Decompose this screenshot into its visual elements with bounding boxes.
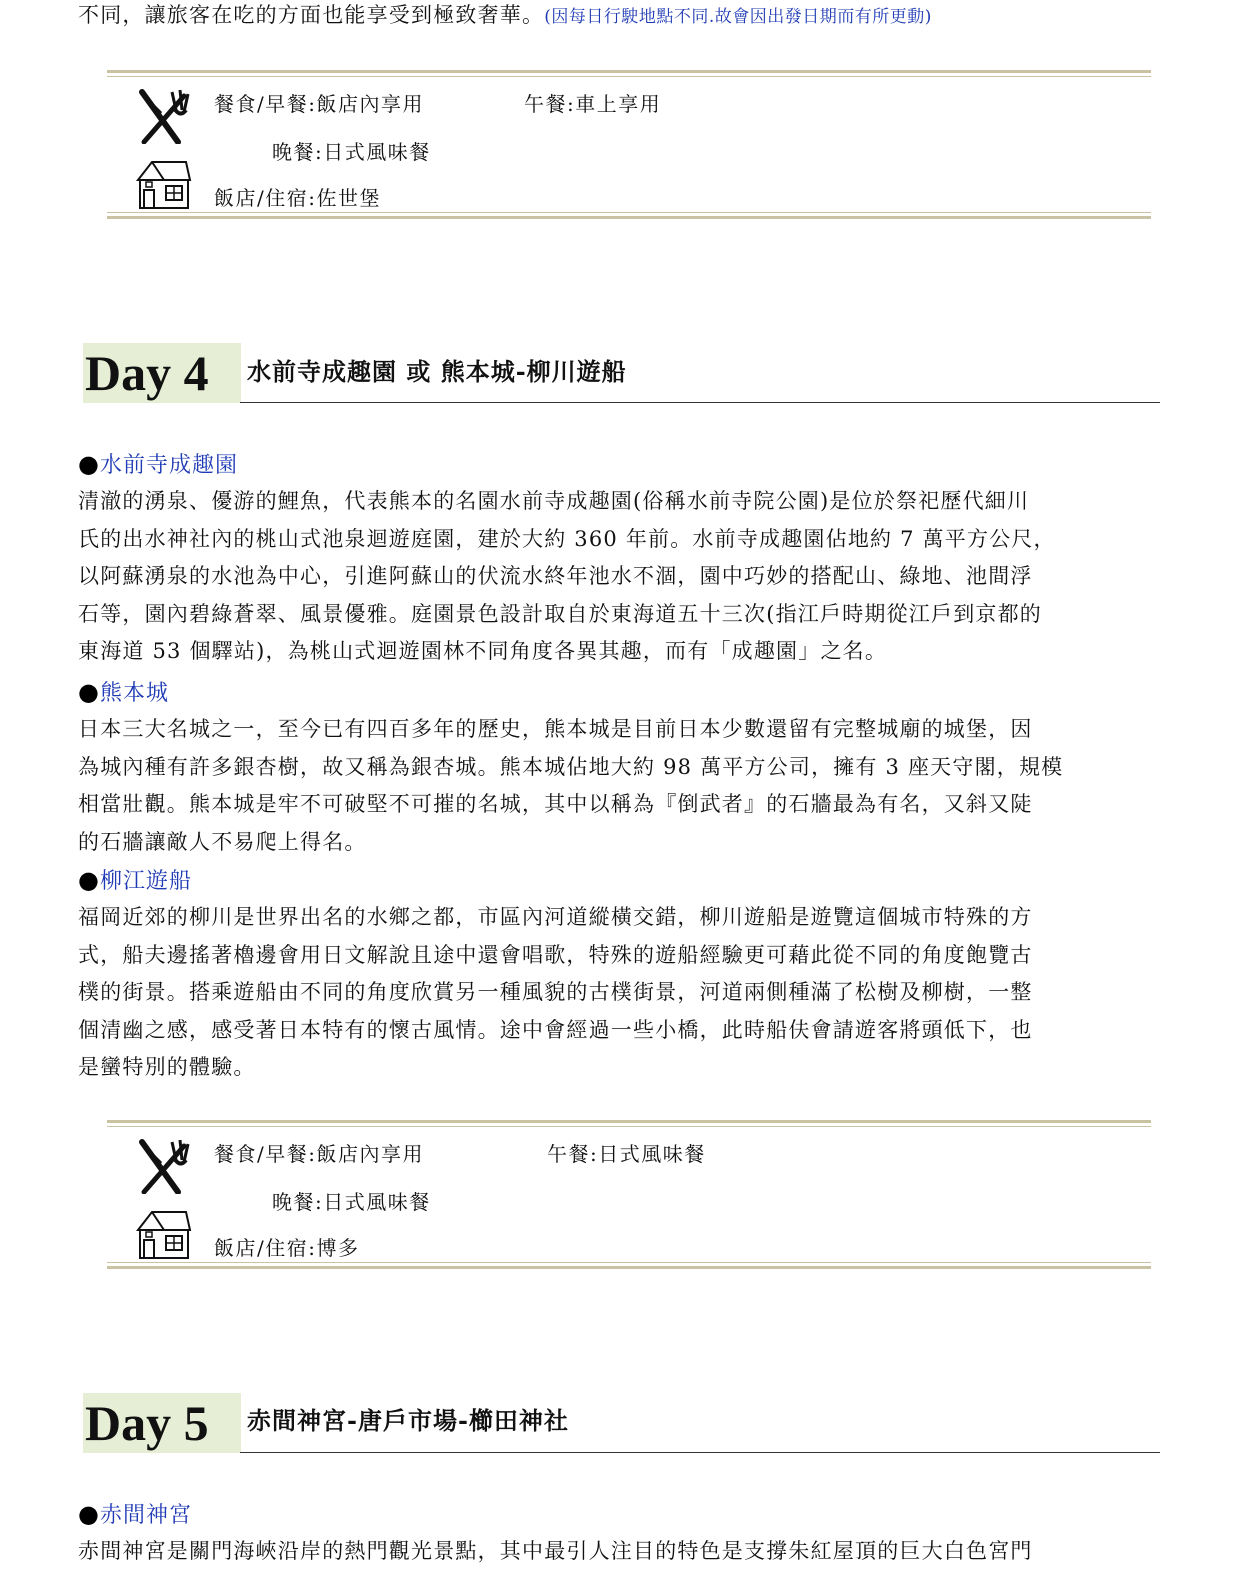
section-heading: ●水前寺成趣園 bbox=[78, 450, 238, 478]
day-title-rule bbox=[240, 402, 1160, 403]
day-label: Day 5 bbox=[85, 1395, 209, 1451]
day-label: Day 4 bbox=[85, 345, 209, 401]
dinner-info: 晚餐:日式風味餐 bbox=[272, 1190, 431, 1214]
hotel-info: 飯店/住宿:佐世堡 bbox=[214, 186, 381, 210]
intro-note: (因每日行駛地點不同.故會因出發日期而有所更動) bbox=[544, 7, 932, 27]
section-heading: ●赤間神宮 bbox=[78, 1500, 192, 1528]
fork-knife-icon bbox=[134, 88, 190, 144]
section-paragraph: 日本三大名城之一，至今已有四百多年的歷史，熊本城是目前日本少數還留有完整城廟的城堡，因 為城內種有許多銀杏樹，故又稱為銀杏城。熊本城佔地大約 98 萬平方公司，擁有 3 座天守閣，規模 相當壯觀。熊本城是牢不可破堅不可摧的名城，其中以稱為『倒武者』的石牆最為有名，又斜又陡 的石牆讓敵人不易爬上得名。 bbox=[78, 717, 1064, 854]
house-icon bbox=[136, 1208, 192, 1264]
meal-box-top-rule bbox=[107, 1120, 1151, 1127]
day-title: 水前寺成趣園 或 熊本城-柳川遊船 bbox=[247, 357, 627, 386]
breakfast-info: 餐食/早餐:飯店內享用 bbox=[214, 1142, 424, 1166]
hotel-info: 飯店/住宿:博多 bbox=[214, 1236, 360, 1260]
section-heading: ●熊本城 bbox=[78, 678, 169, 706]
intro-line bbox=[78, 0, 932, 36]
day-badge bbox=[83, 343, 241, 403]
section-heading: ●柳江遊船 bbox=[78, 866, 192, 894]
meal-box-bottom-rule bbox=[107, 212, 1151, 219]
day-title: 赤間神宮-唐戶市場-櫛田神社 bbox=[247, 1406, 569, 1435]
breakfast-info: 餐食/早餐:飯店內享用 bbox=[214, 92, 424, 116]
dinner-info: 晚餐:日式風味餐 bbox=[272, 140, 431, 164]
day-badge bbox=[83, 1393, 241, 1453]
lunch-info: 午餐:車上享用 bbox=[524, 92, 662, 116]
meal-box-top-rule bbox=[107, 70, 1151, 77]
intro-text: 不同，讓旅客在吃的方面也能享受到極致奢華。 bbox=[78, 3, 545, 27]
fork-knife-icon bbox=[134, 1138, 190, 1194]
section-paragraph: 清澈的湧泉、優游的鯉魚，代表熊本的名園水前寺成趣園(俗稱水前寺院公園)是位於祭祀歷代細川 氏的出水神社內的桃山式池泉迴遊庭園，建於大約 360 年前。水前寺成趣園佔地約 7 萬平方公尺， 以阿蘇湧泉的水池為中心，引進阿蘇山的伏流水終年池水不涸，園中巧妙的搭配山、綠地、池間浮 石等，園內碧綠蒼翠、風景優雅。庭園景色設計取自於東海道五十三次(指江戶時期從江戶到京都的 東海道 53 個驛站)，為桃山式迴遊園林不同角度各異其趣，而有「成趣園」之名。 bbox=[78, 489, 1056, 664]
section-paragraph: 福岡近郊的柳川是世界出名的水鄉之都，市區內河道縱橫交錯，柳川遊船是遊覽這個城市特殊的方 式，船夫邊搖著櫓邊會用日文解說且途中還會唱歌，特殊的遊船經驗更可藉此從不同的角度飽覽古 樸的街景。搭乘遊船由不同的角度欣賞另一種風貌的古樸街景，河道兩側種滿了松樹及柳樹，一整 個清幽之感，感受著日本特有的懷古風情。途中會經過一些小橋，此時船伕會請遊客將頭低下，也 是蠻特別的體驗。 bbox=[78, 905, 1033, 1080]
house-icon bbox=[136, 158, 192, 214]
section-paragraph: 赤間神宮是關門海峽沿岸的熱門觀光景點，其中最引人注目的特色是支撐朱紅屋頂的巨大白色宮門 bbox=[78, 1539, 1033, 1563]
day-title-rule bbox=[240, 1452, 1160, 1453]
meal-box-bottom-rule bbox=[107, 1262, 1151, 1269]
lunch-info: 午餐:日式風味餐 bbox=[547, 1142, 706, 1166]
